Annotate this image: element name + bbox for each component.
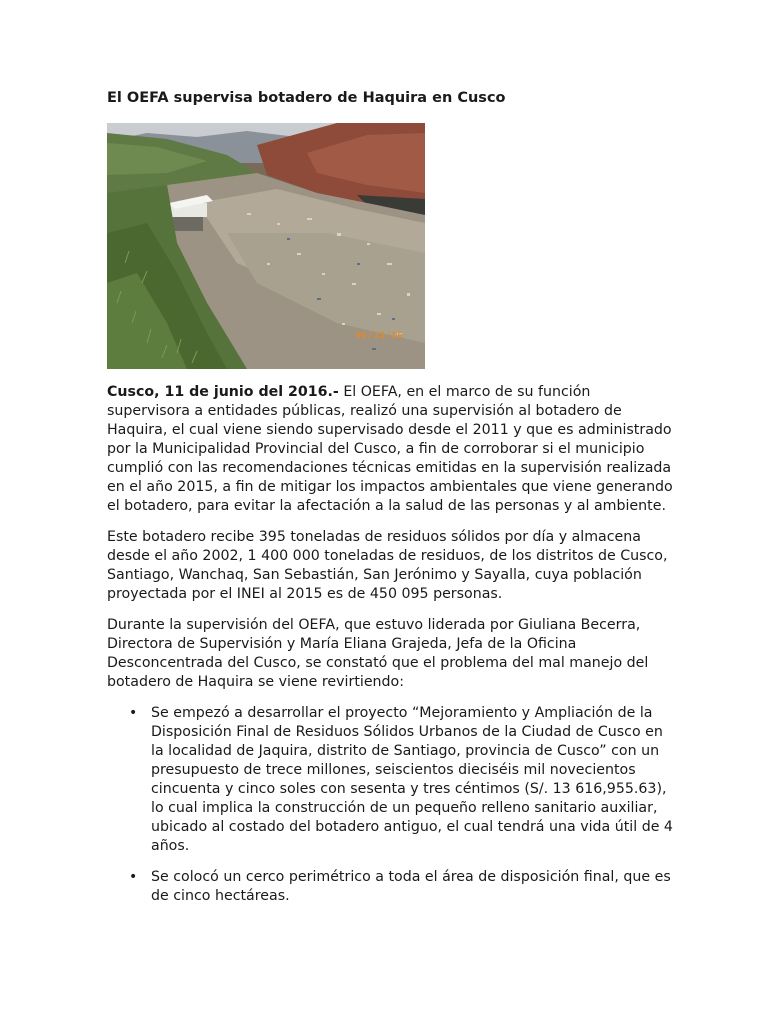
paragraph-3 [107, 616, 667, 692]
p3-line-3: Desconcentrada del Cusco, se constató que el problema del mal manejo del [107, 655, 649, 671]
p2-line-3: Santiago, Wanchaq, San Sebastián, San Jerónimo y Sayalla, cuya población [107, 567, 642, 583]
article-body [107, 383, 673, 918]
p3-line-1: Durante la supervisión del OEFA, que estuvo liderada por Giuliana Becerra, [107, 617, 641, 633]
dateline: Cusco, 11 de junio del 2016.- [107, 384, 339, 400]
b1-line-3: la localidad de Jaquira, distrito de Santiago, provincia de Cusco” con un [151, 743, 660, 759]
b2-line-1: Se colocó un cerco perimétrico a toda el área de disposición final, que es [151, 869, 671, 885]
intro-line-2: supervisora a entidades públicas, realizó una supervisión al botadero de [107, 403, 622, 419]
p3-line-4: botadero de Haquira se viene revirtiendo: [107, 674, 405, 690]
bullet-icon: • [129, 869, 138, 885]
bullet-list [107, 704, 673, 906]
intro-line-7: el botadero, para evitar la afectación a la salud de las personas y al ambiente. [107, 498, 666, 514]
list-item [107, 704, 673, 856]
article-title: El OEFA supervisa botadero de Haquira en Cusco [107, 90, 506, 106]
list-item [107, 868, 671, 906]
b1-line-1: Se empezó a desarrollar el proyecto “Mejoramiento y Ampliación de la [151, 705, 653, 721]
b2-line-2: de cinco hectáreas. [151, 888, 290, 904]
b1-line-4: presupuesto de trece millones, seiscientos dieciséis mil novecientos [151, 762, 636, 778]
landfill-photo [107, 123, 425, 369]
b1-line-5: cincuenta y cinco soles con sesenta y tres céntimos (S/. 13 616,955.63), [151, 781, 667, 797]
intro-paragraph [107, 383, 673, 516]
photo-date-stamp: 06/13/16 [355, 331, 403, 341]
b1-line-8: años. [151, 838, 190, 854]
intro-line-5: cumplió con las recomendaciones técnicas emitidas en la supervisión realizada [107, 460, 672, 476]
intro-line-3: Haquira, el cual viene siendo supervisado desde el 2011 y que es administrado [107, 422, 672, 438]
p2-line-1: Este botadero recibe 395 toneladas de residuos sólidos por día y almacena [107, 529, 641, 545]
p3-line-2: Directora de Supervisión y María Eliana Grajeda, Jefa de la Oficina [107, 636, 577, 652]
paragraph-2 [107, 528, 667, 604]
intro-line-6: en el año 2015, a fin de mitigar los impactos ambientales que viene generando [107, 479, 673, 495]
bullet-icon: • [129, 705, 138, 721]
intro-line-4: por la Municipalidad Provincial del Cusco, a fin de corroborar si el municipio [107, 441, 645, 457]
intro-line-1: El OEFA, en el marco de su función [338, 384, 591, 400]
p2-line-2: desde el año 2002, 1 400 000 toneladas de residuos, de los distritos de Cusco, [107, 548, 668, 564]
b1-line-2: Disposición Final de Residuos Sólidos Urbanos de la Ciudad de Cusco en [151, 724, 663, 740]
b1-line-7: ubicado al costado del botadero antiguo, el cual tendrá una vida útil de 4 [151, 819, 673, 835]
b1-line-6: lo cual implica la construcción de un pequeño relleno sanitario auxiliar, [151, 800, 658, 816]
p2-line-4: proyectada por el INEI al 2015 es de 450 095 personas. [107, 586, 503, 602]
